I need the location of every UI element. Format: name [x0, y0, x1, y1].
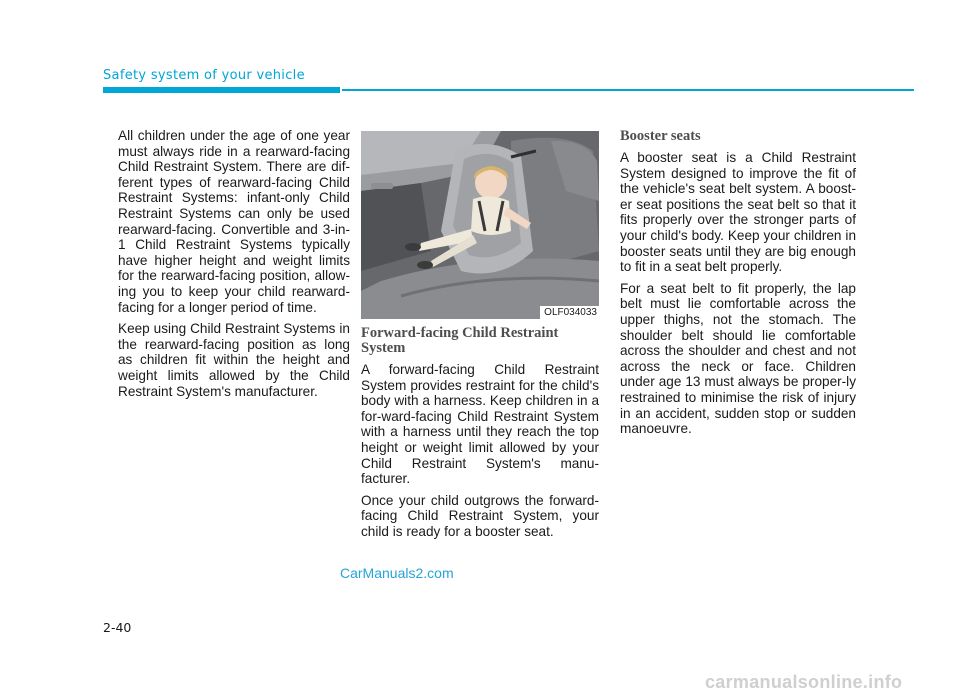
column-booster-seats [620, 129, 856, 443]
child-seat-drawing [361, 131, 599, 319]
page-number: 2-40 [103, 620, 132, 635]
figure-code: OLF034033 [540, 306, 599, 319]
header-rule [342, 89, 914, 91]
column-rearward-facing [118, 128, 350, 405]
paragraph: A forward-facing Child Restraint System provides restraint for the child's body with a harness. Keep children in a for-ward-facing Child Restraint System with a harness until they reach the top height or weight limit allowed by your Child Restraint System's manu-facturer. [361, 362, 599, 487]
heading-forward-facing: Forward-facing Child Restraint System [361, 325, 559, 356]
watermark-link[interactable]: CarManuals2.com [340, 565, 454, 581]
paragraph: All children under the age of one year must always ride in a rearward-facing Child Restraint System. There are dif-ferent types of rearward-facing Child Restraint Systems: infant-only Child Restraint Systems can only be used rearward-facing. Convertible and 3-in-1 Child Restraint Systems typically have higher height and weight limits for the rearward-facing position, allow-ing you to keep your child rearward-facing for a longer period of time. [118, 128, 350, 315]
child-seat-illustration [361, 131, 599, 319]
site-watermark: carmanualsonline.info [705, 672, 903, 692]
section-title: Safety system of your vehicle [103, 68, 305, 83]
paragraph: For a seat belt to fit properly, the lap belt must lie comfortable across the upper thighs, not the stomach. The shoulder belt should lie comfortable across the shoulder and chest and not across the neck or face. Children under age 13 must always be proper-ly restrained to minimise the risk of injury in an accident, sudden stop or sudden manoeuvre. [620, 280, 856, 437]
paragraph: Once your child outgrows the forward-facing Child Restraint System, your child is ready for a booster seat. [361, 492, 599, 539]
paragraph: Keep using Child Restraint Systems in the rearward-facing position as long as children fit within the height and weight limits allowed by the Child Restraint System's manufacturer. [118, 321, 350, 399]
header-rule-accent [103, 87, 340, 93]
column-forward-facing [361, 131, 599, 546]
paragraph: A booster seat is a Child Restraint System designed to improve the fit of the vehicle's seat belt system. A boost-er seat positions the seat belt so that it fits properly over the stronger parts of your child's body. Keep your children in booster seats until they are big enough to fit in a seat belt properly. [620, 150, 856, 275]
heading-booster-seats: Booster seats [620, 128, 701, 144]
